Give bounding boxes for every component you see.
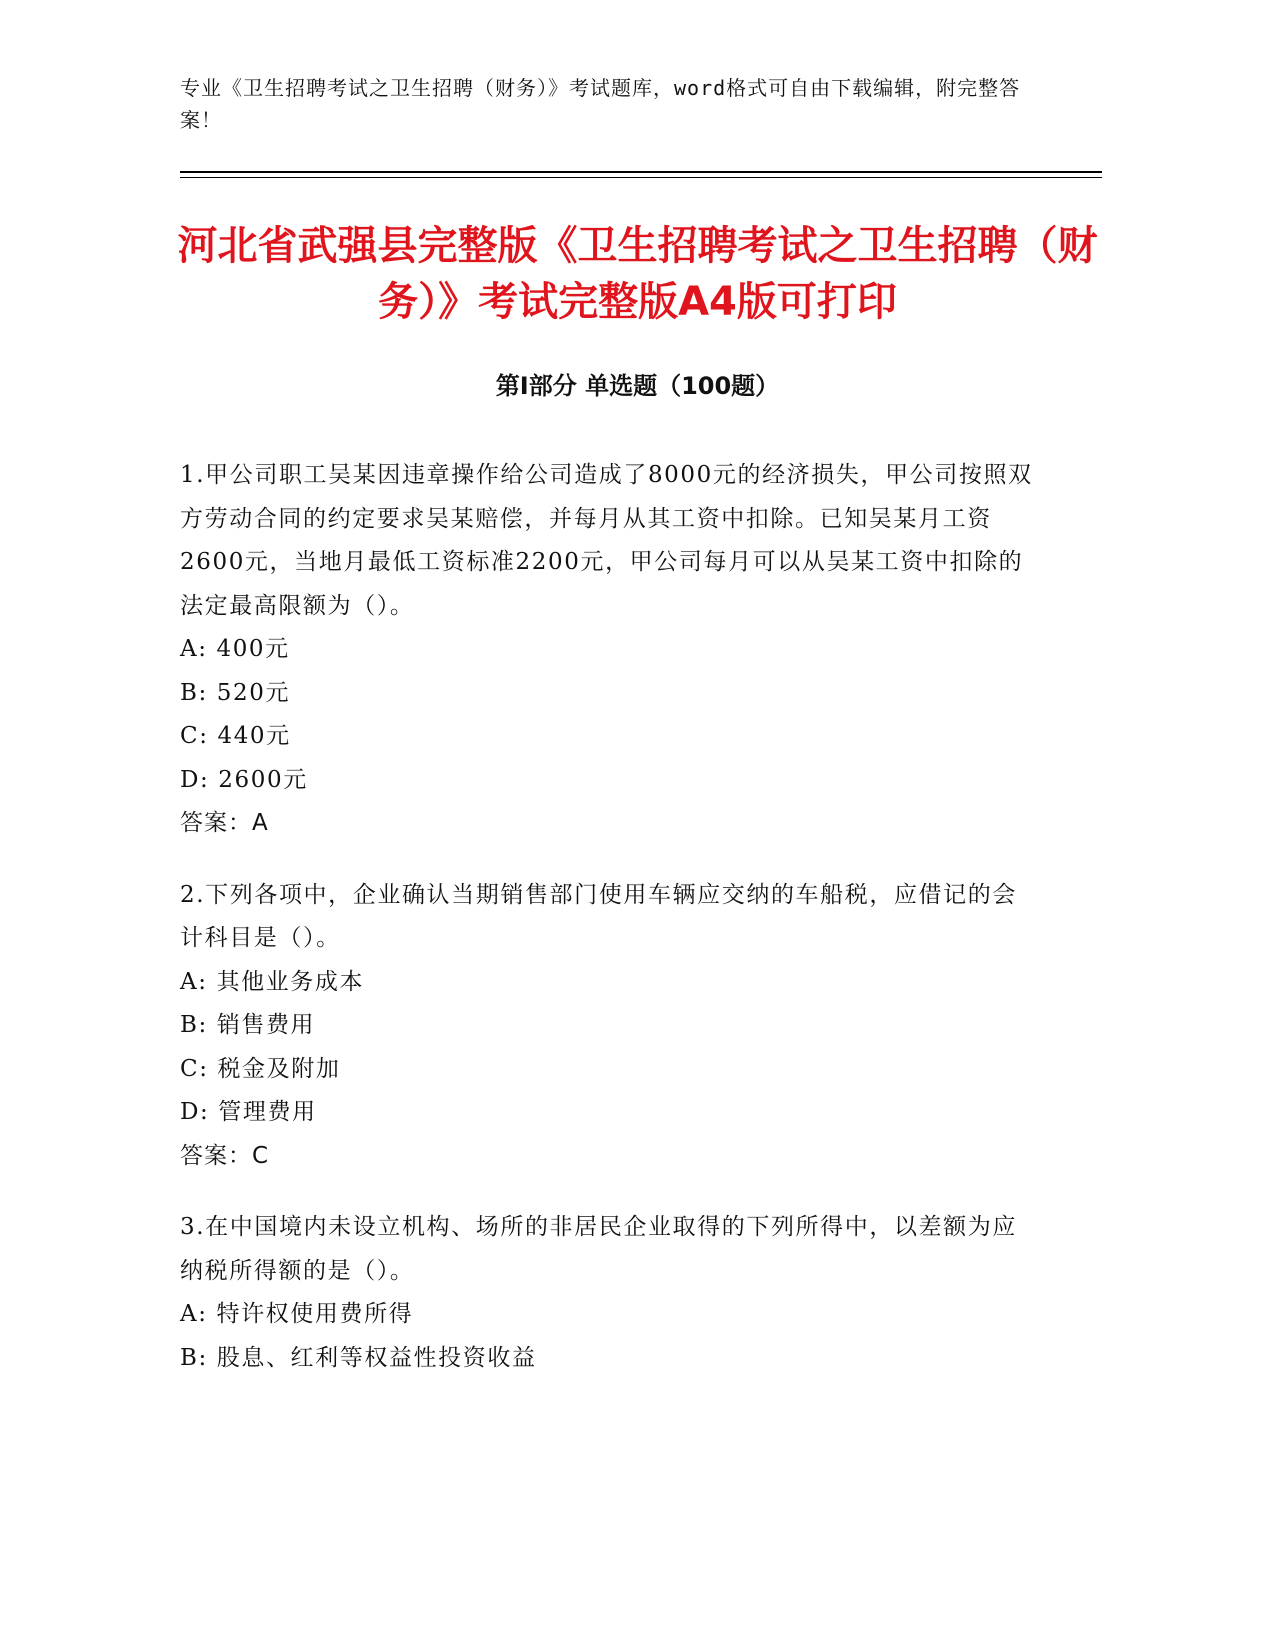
question-option: A: 400元 xyxy=(180,636,290,662)
question-option: D: 2600元 xyxy=(180,766,308,793)
document-title: 河北省武强县完整版《卫生招聘考试之卫生招聘（财务）》考试完整版A4版可打印 xyxy=(177,223,1098,325)
question-stem: 3.在中国境内未设立机构、场所的非居民企业取得的下列所得中，以差额为应纳税所得额的是（）。 xyxy=(180,1214,1017,1284)
question-option: D: 管理费用 xyxy=(180,1099,317,1125)
question-answer: 答案：A xyxy=(180,810,269,836)
section-title: 第Ⅰ部分 单选题（100题） xyxy=(495,372,780,400)
question-option: A: 特许权使用费所得 xyxy=(180,1301,414,1327)
question-item xyxy=(180,1206,1040,1380)
question-stem: 1.甲公司职工吴某因违章操作给公司造成了8000元的经济损失，甲公司按照双方劳动合同的约定要求吴某赔偿，并每月从其工资中扣除。已知吴某月工资2600元，当地月最低工资标准2200元，甲公司每月可以从吴某工资中扣除的法定最高限额为（）。 xyxy=(180,462,1033,619)
header-divider-thin xyxy=(180,177,1102,178)
question-stem: 2.下列各项中，企业确认当期销售部门使用车辆应交纳的车船税，应借记的会计科目是（）。 xyxy=(180,881,1017,951)
question-option: B: 股息、红利等权益性投资收益 xyxy=(180,1344,537,1371)
question-answer: 答案：C xyxy=(180,1142,270,1169)
question-list xyxy=(180,454,1040,1408)
question-item xyxy=(180,874,1040,1179)
question-option: A: 其他业务成本 xyxy=(180,968,365,995)
header-divider-thick xyxy=(180,171,1102,173)
question-option: C: 440元 xyxy=(180,723,291,749)
question-item xyxy=(180,454,1040,846)
question-option: B: 销售费用 xyxy=(180,1012,316,1038)
question-option: C: 税金及附加 xyxy=(180,1055,341,1082)
question-option: B: 520元 xyxy=(180,679,291,706)
header-note: 专业《卫生招聘考试之卫生招聘（财务）》考试题库，word格式可自由下载编辑，附完整答案！ xyxy=(180,76,1021,132)
